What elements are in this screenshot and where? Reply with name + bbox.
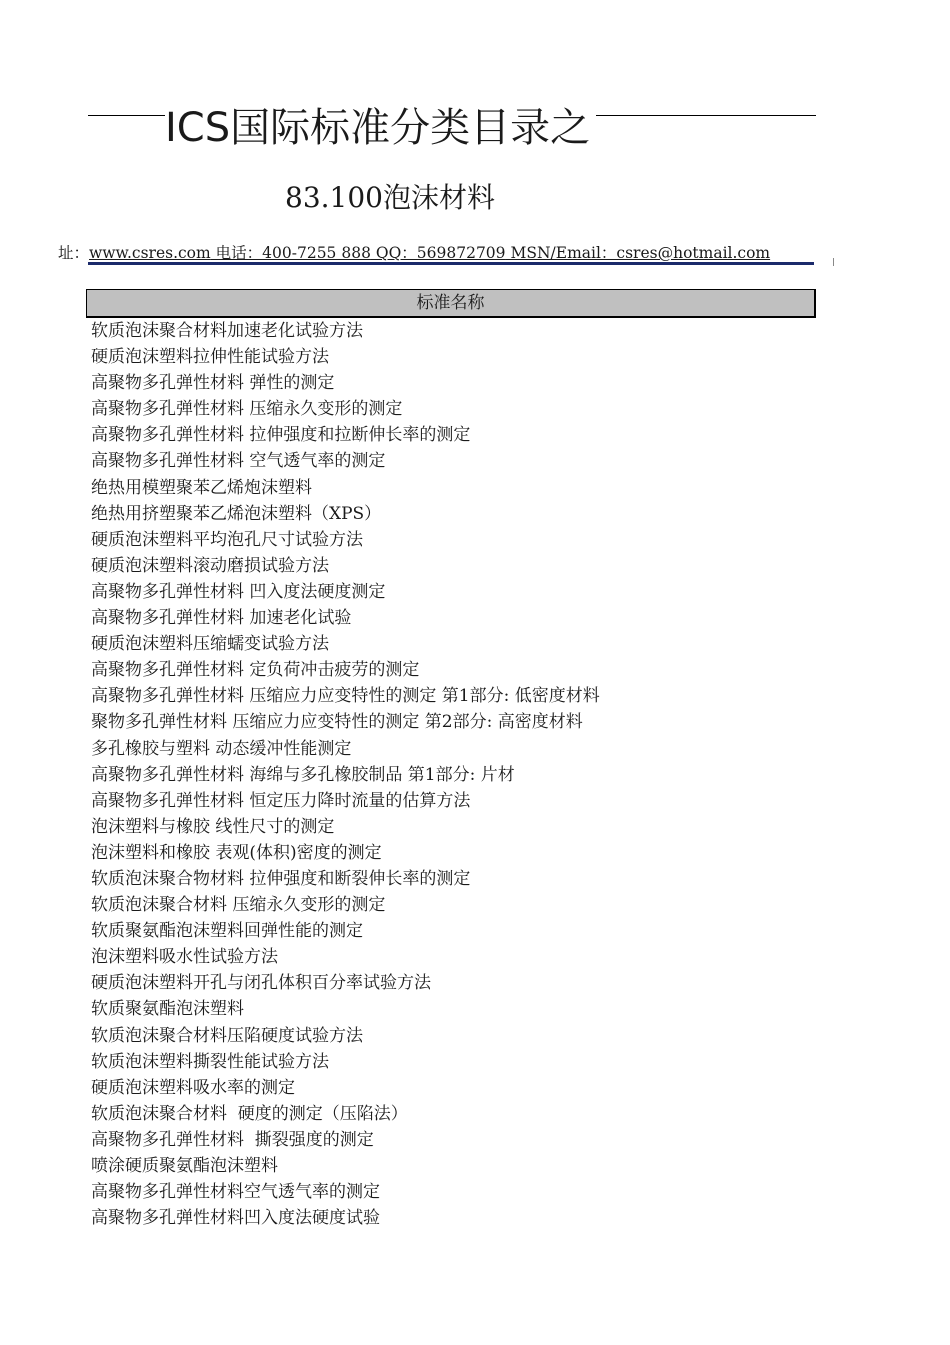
- list-item: 高聚物多孔弹性材料 压缩永久变形的测定: [91, 399, 403, 420]
- contact-prefix: 址：: [58, 244, 90, 262]
- list-item: 高聚物多孔弹性材料 恒定压力降时流量的估算方法: [91, 790, 471, 811]
- list-item: 泡沫塑料与橡胶 线性尺寸的测定: [91, 816, 335, 837]
- list-item: 绝热用模塑聚苯乙烯炮沫塑料: [91, 477, 312, 498]
- list-item: 高聚物多孔弹性材料 凹入度法硬度测定: [91, 581, 386, 602]
- list-item: 软质泡沫聚合材料加速老化试验方法: [91, 321, 363, 341]
- list-item: 绝热用挤塑聚苯乙烯泡沫塑料（XPS）: [91, 503, 382, 524]
- list-item: 高聚物多孔弹性材料 加速老化试验: [91, 608, 352, 629]
- list-item: 软质泡沫聚合材料 硬度的测定（压陷法）: [91, 1103, 408, 1124]
- list-item: 多孔橡胶与塑料 动态缓冲性能测定: [91, 738, 352, 759]
- list-item: 泡沫塑料吸水性试验方法: [91, 947, 278, 968]
- list-item: 泡沫塑料和橡胶 表观(体积)密度的测定: [91, 842, 382, 863]
- list-item: 硬质泡沫塑料压缩蠕变试验方法: [91, 634, 329, 655]
- list-item: 软质泡沫聚合材料 压缩永久变形的测定: [91, 895, 386, 916]
- contact-underline: [88, 262, 814, 265]
- list-item: 软质聚氨酯泡沫塑料: [91, 999, 244, 1020]
- list-item: 喷涂硬质聚氨酯泡沫塑料: [91, 1156, 278, 1176]
- list-item: 高聚物多孔弹性材料 定负荷冲击疲劳的测定: [91, 660, 420, 681]
- list-item: 高聚物多孔弹性材料凹入度法硬度试验: [91, 1208, 380, 1229]
- column-header-standard-name: 标准名称: [86, 289, 816, 318]
- phone-text: 电话：400-7255 888: [210, 244, 371, 262]
- list-item: 聚物多孔弹性材料 压缩应力应变特性的测定 第2部分: 高密度材料: [91, 712, 583, 733]
- list-item: 硬质泡沫塑料开孔与闭孔体积百分率试验方法: [91, 973, 431, 994]
- list-item: 软质泡沫聚合材料压陷硬度试验方法: [91, 1025, 363, 1046]
- list-item: 高聚物多孔弹性材料 拉伸强度和拉断伸长率的测定: [91, 425, 471, 446]
- list-item: 硬质泡沫塑料拉伸性能试验方法: [91, 347, 329, 368]
- list-item: 高聚物多孔弹性材料 空气透气率的测定: [91, 451, 386, 472]
- standards-list: [91, 318, 600, 1231]
- list-item: 硬质泡沫塑料吸水率的测定: [91, 1077, 295, 1098]
- page-title: ICS国际标准分类目录之: [165, 102, 596, 154]
- list-item: 高聚物多孔弹性材料 压缩应力应变特性的测定 第1部分: 低密度材料: [91, 686, 600, 707]
- page-subtitle: 83.100泡沫材料: [285, 181, 495, 214]
- contact-line: [58, 243, 770, 263]
- list-item: 硬质泡沫塑料滚动磨损试验方法: [91, 555, 329, 576]
- list-item: 高聚物多孔弹性材料 撕裂强度的测定: [91, 1129, 374, 1150]
- list-item: 高聚物多孔弹性材料 弹性的测定: [91, 373, 335, 394]
- list-item: 软质泡沫聚合物材料 拉伸强度和断裂伸长率的测定: [91, 868, 471, 889]
- list-item: 硬质泡沫塑料平均泡孔尺寸试验方法: [91, 529, 363, 550]
- list-item: 高聚物多孔弹性材料 海绵与多孔橡胶制品 第1部分: 片材: [91, 764, 515, 785]
- list-item: 高聚物多孔弹性材料空气透气率的测定: [91, 1182, 380, 1203]
- list-item: 软质聚氨酯泡沫塑料回弹性能的测定: [91, 921, 363, 942]
- list-item: 软质泡沫塑料撕裂性能试验方法: [91, 1051, 329, 1072]
- website-link[interactable]: www.csres.com: [89, 244, 211, 262]
- cell-edge-mark: [833, 258, 834, 266]
- qq-text: QQ：569872709: [370, 244, 506, 262]
- email-link[interactable]: MSN/Email：csres@hotmail.com: [505, 244, 771, 262]
